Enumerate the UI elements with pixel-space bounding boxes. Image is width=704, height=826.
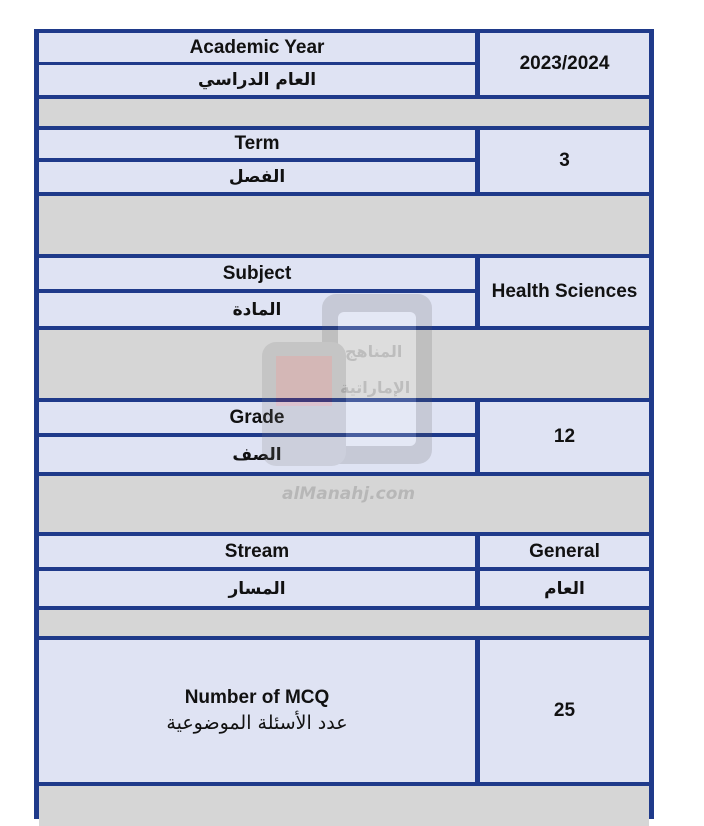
- term-label-ar: الفصل: [39, 162, 475, 192]
- grade-label-ar: الصف: [39, 437, 475, 472]
- mcq-label: [39, 640, 475, 782]
- academic-year-value: 2023/2024: [480, 33, 649, 95]
- watermark-text-ar-2: الإماراتية: [340, 378, 411, 397]
- mcq-value: 25: [480, 640, 649, 782]
- subject-value: Health Sciences: [480, 258, 649, 326]
- subject-label-en: Subject: [39, 258, 475, 289]
- mcq-label-ar: عدد الأسئلة الموضوعية: [166, 712, 348, 734]
- stream-value-en: General: [480, 536, 649, 567]
- academic-year-label-ar: العام الدراسي: [39, 65, 475, 95]
- separator-row: [39, 196, 649, 254]
- stream-value-ar: العام: [480, 571, 649, 606]
- watermark-text-en: alManahj.com: [282, 484, 416, 504]
- academic-year-label-en: Academic Year: [39, 33, 475, 62]
- separator-row: [39, 99, 649, 126]
- term-value: 3: [480, 130, 649, 192]
- stream-label-en: Stream: [39, 536, 475, 567]
- mcq-label-en: Number of MCQ: [184, 687, 330, 709]
- watermark-text-ar-1: المناهج: [345, 342, 403, 361]
- separator-row: [39, 610, 649, 636]
- stream-label-ar: المسار: [39, 571, 475, 606]
- grade-label-en: Grade: [39, 402, 475, 433]
- subject-label-ar: المادة: [39, 293, 475, 326]
- separator-row: [39, 786, 649, 826]
- grade-value: 12: [480, 402, 649, 472]
- info-table: [34, 29, 654, 819]
- term-label-en: Term: [39, 130, 475, 158]
